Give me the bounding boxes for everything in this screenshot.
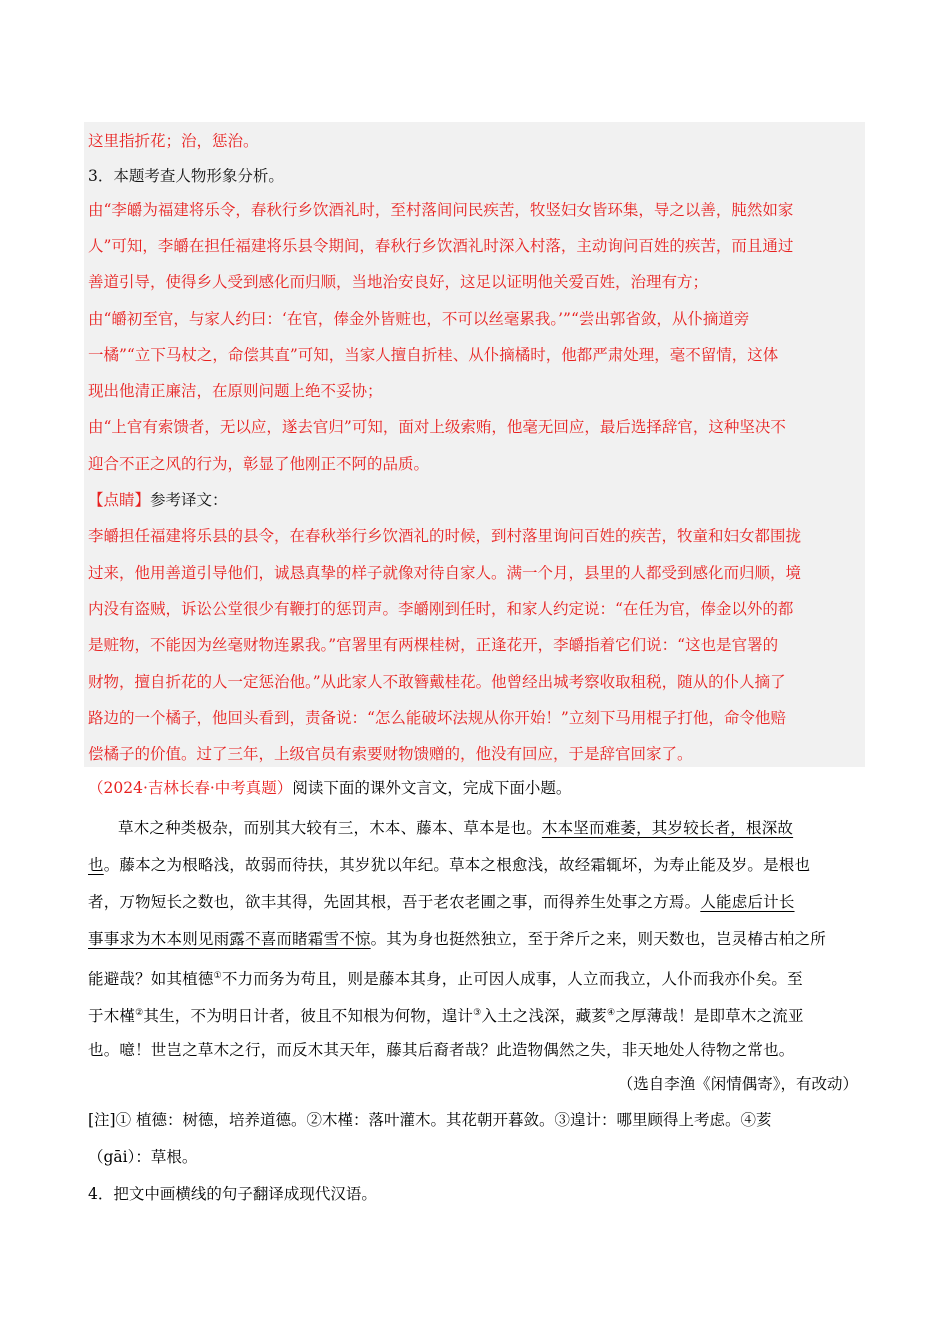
notes-line: （gāi）：草根。 (88, 1148, 198, 1166)
translation-line: 内没有盗贼，诉讼公堂很少有鞭打的惩罚声。李皭刚到任时，和家人约定说：“在任为官，俸金以外的都 (88, 600, 794, 618)
analysis-line: 迎合不正之风的行为，彰显了他刚正不阿的品质。 (88, 455, 430, 473)
passage-text: 能避哉？如其植德 (88, 970, 214, 988)
translation-line: 偿橘子的价值。过了三年，上级官员有索要财物馈赠的，他没有回应，于是辞官回家了。 (88, 745, 693, 763)
analysis-line: 一橘”“立下马杖之，命偿其直”可知，当家人擅自折桂、从仆摘橘时，他都严肃处理，毫不留情，这体 (88, 346, 779, 364)
translation-line: 李皭担任福建将乐县的县令，在春秋举行乡饮酒礼的时候，到村落里询问百姓的疾苦，牧童和妇女都围拢 (88, 527, 802, 545)
notes-line: [注]① 植德：树德，培养道德。②木槿：落叶灌木。其花朝开暮敛。③遑计：哪里顾得上考虑。④荄 (88, 1111, 772, 1129)
passage-line (88, 1003, 864, 1026)
passage-citation: （选自李渔《闲情偶寄》，有改动） (617, 1075, 858, 1093)
analysis-line: 由“李皭为福建将乐令，春秋行乡饮酒礼时，至村落间问民疾苦，牧竖妇女皆环集，导之以善，肫然如家 (88, 201, 794, 219)
underlined-sentence: 木本坚而难萎，其岁较长者，根深故 (541, 819, 794, 837)
passage-text: 其生，不为明日计者，彼且不知根为何物，遑计 (143, 1007, 474, 1025)
question-4: 4．把文中画横线的句子翻译成现代汉语。 (88, 1185, 377, 1203)
analysis-line: 善道引导，使得乡人受到感化而归顺，当地治安良好，这足以证明他关爱百姓，治理有方； (88, 273, 709, 291)
passage-line (118, 818, 864, 838)
question-3-heading: 3．本题考查人物形象分析。 (88, 167, 284, 185)
footnote-marker: ④ (606, 1008, 616, 1018)
footnote-marker: ③ (473, 1008, 482, 1018)
question-source: （2024·吉林长春·中考真题） (88, 779, 293, 797)
passage-text: 。其为身也挺然独立，至于斧斤之来，则天数也，岂灵椿古柏之所 (370, 930, 826, 948)
translation-line: 过来，他用善道引导他们，诚恳真挚的样子就像对待自家人。满一个月，县里的人都受到感化而归顺，境 (88, 564, 802, 582)
dianjing-heading (88, 490, 864, 510)
passage-text: 。藤本之为根略浅，故弱而待扶，其岁犹以年纪。草本之根愈浅，故经霜辄坏，为寿止能及岁。是根也 (103, 856, 811, 874)
footnote-marker: ② (135, 1008, 144, 1018)
passage-line (88, 966, 864, 989)
underlined-sentence: 人能虑后计长 (700, 893, 795, 911)
dianjing-text: 参考译文： (150, 491, 228, 509)
analysis-line: 人”可知，李皭在担任福建将乐县令期间，春秋行乡饮酒礼时深入村落，主动询问百姓的疾苦，而且通过 (88, 237, 794, 255)
question-instruction: 阅读下面的课外文言文，完成下面小题。 (292, 779, 572, 797)
analysis-line: 现出他清正廉洁，在原则问题上绝不妥协； (88, 382, 383, 400)
passage-text: 不力而务为苟且，则是藤本其身，止可因人成事，人立而我立，人仆而我亦仆矣。至 (221, 970, 803, 988)
translation-line: 是赃物，不能因为丝毫财物连累我。”官署里有两棵桂树，正逢花开，李皭指着它们说：“这也是官署的 (88, 636, 779, 654)
passage-text: 入土之浅深，藏荄 (481, 1007, 607, 1025)
translation-line: 路边的一个橘子，他回头看到，责备说：“怎么能破坏法规从你开始！”立刻下马用棍子打他，命令他赔 (88, 709, 786, 727)
passage-text: 于木槿 (88, 1007, 136, 1025)
dianjing-label: 【点睛】 (88, 491, 151, 509)
passage-text: 者，万物短长之数也，欲丰其得，先固其根，吾于老农老圃之事，而得养生处事之方焉。 (88, 893, 701, 911)
analysis-line: 由“皭初至官，与家人约曰：‘在官，俸金外皆赃也，不可以丝毫累我。’”“尝出郭省敛，从仆摘道旁 (88, 310, 750, 328)
translation-line: 财物，擅自折花的人一定惩治他。”从此家人不敢簪戴桂花。他曾经出城考察收取租税，随从的仆人摘了 (88, 673, 786, 691)
answer-line: 这里指折花；治，惩治。 (88, 132, 259, 150)
passage-line (88, 892, 864, 912)
underlined-sentence: 事事求为木本则见雨露不喜而睹霜雪不惊 (88, 930, 371, 948)
underlined-sentence: 也 (88, 856, 104, 874)
passage-text: 草木之种类极杂，而别其大较有三，木本、藤本、草本是也。 (118, 819, 542, 837)
passage-line (88, 855, 864, 875)
analysis-line: 由“上官有索馈者，无以应，遂去官归”可知，面对上级索贿，他毫无回应，最后选择辞官，这种坚决不 (88, 418, 786, 436)
question-heading (88, 778, 571, 798)
passage-line (88, 929, 864, 949)
passage-line: 也。噫！世岂之草木之行，而反木其天年，藤其后裔者哉？此造物偶然之失，非天地处人待物之常也。 (88, 1041, 795, 1059)
passage-text: 之厚薄哉！是即草木之流亚 (615, 1007, 804, 1025)
footnote-marker: ① (213, 971, 222, 981)
